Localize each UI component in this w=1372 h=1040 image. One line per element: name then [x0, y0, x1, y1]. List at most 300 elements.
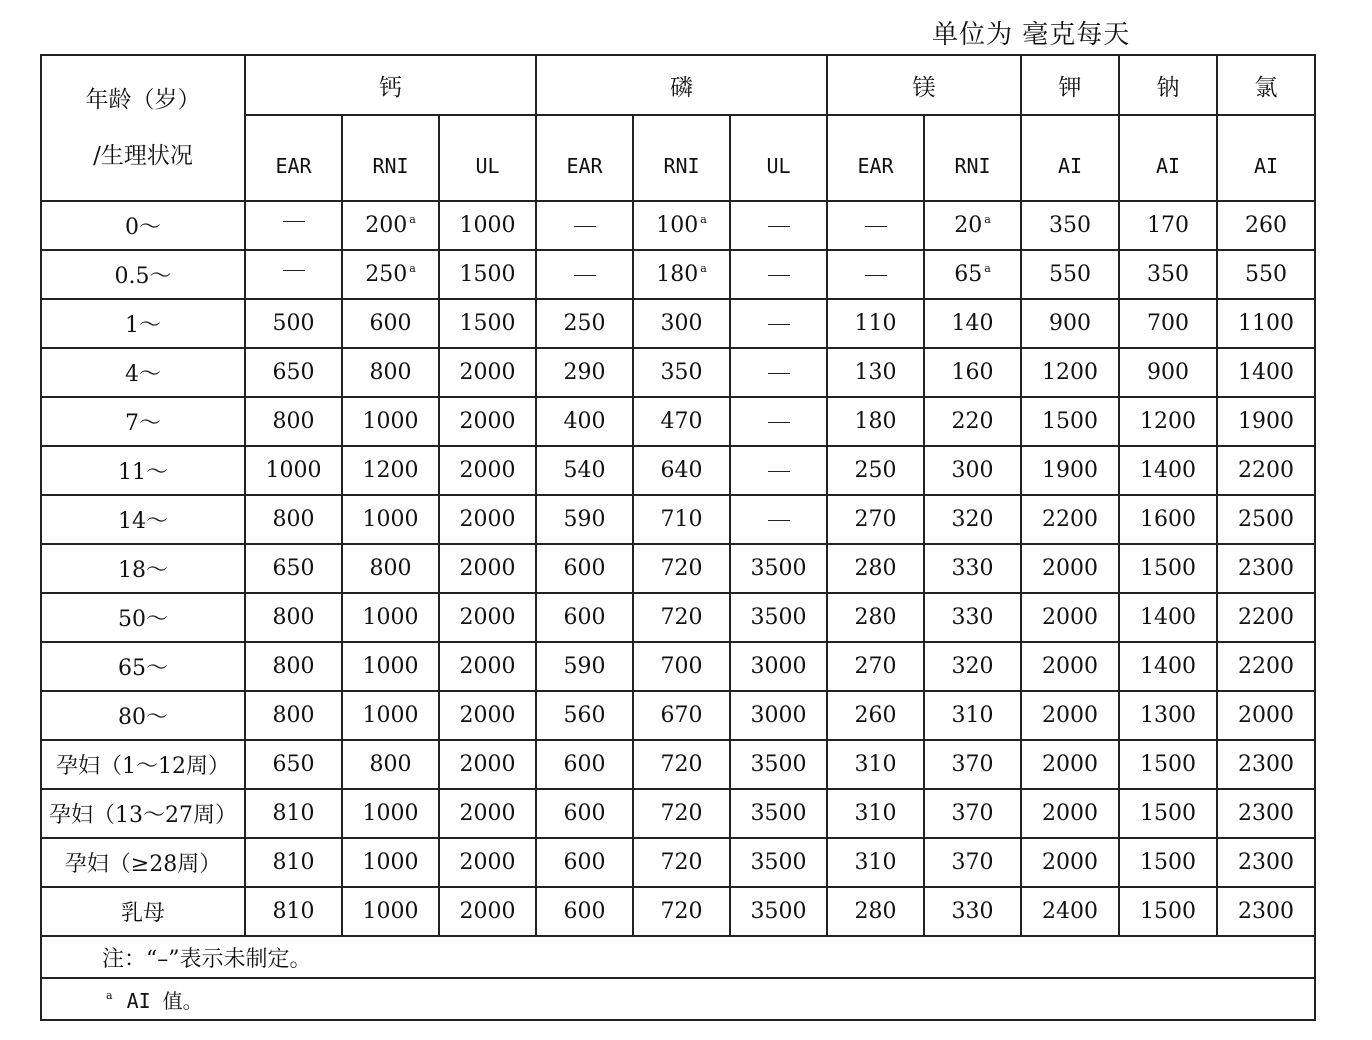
value-cell — [439, 544, 536, 593]
cell-value: 270 — [854, 507, 897, 532]
value-cell — [633, 250, 730, 299]
age-cell: 孕妇（1～12周） — [41, 740, 245, 789]
value-cell — [1217, 250, 1315, 299]
cell-value: 370 — [951, 850, 994, 875]
table-row — [41, 495, 1315, 544]
value-cell — [1217, 740, 1315, 789]
cell-value: 1500 — [1140, 801, 1197, 826]
value-cell — [439, 397, 536, 446]
value-cell — [730, 838, 827, 887]
value-cell — [1119, 250, 1217, 299]
age-cell: 11～ — [41, 446, 245, 495]
cell-value: 810 — [272, 899, 315, 924]
cell-value: 1000 — [265, 458, 322, 483]
not-set-cell — [730, 299, 827, 348]
value-cell — [342, 789, 439, 838]
note-ai-mark: a — [106, 988, 113, 1002]
cell-value: 1400 — [1140, 654, 1197, 679]
subcol-header: UL — [439, 115, 536, 201]
cell-value: 590 — [563, 507, 606, 532]
value-cell — [827, 299, 924, 348]
note-ai-value — [41, 978, 1315, 1020]
value-cell — [1217, 201, 1315, 250]
value-cell — [536, 397, 633, 446]
table-row — [41, 593, 1315, 642]
value-cell — [536, 299, 633, 348]
table-row — [41, 446, 1315, 495]
cell-value: 600 — [563, 556, 606, 581]
value-cell — [924, 789, 1021, 838]
cell-value: 1400 — [1140, 458, 1197, 483]
note-undefined: 注：“–”表示未制定。 — [41, 936, 1315, 978]
age-cell: 80～ — [41, 691, 245, 740]
value-cell — [827, 397, 924, 446]
table-row — [41, 397, 1315, 446]
cell-value: 650 — [272, 752, 315, 777]
cell-value: 1500 — [1140, 899, 1197, 924]
cell-value: 560 — [563, 703, 606, 728]
value-cell — [536, 348, 633, 397]
cell-value: 700 — [1147, 311, 1190, 336]
cell-value: 600 — [369, 311, 412, 336]
cell-value: 720 — [660, 556, 703, 581]
value-cell — [342, 691, 439, 740]
value-cell — [342, 642, 439, 691]
value-cell — [1217, 495, 1315, 544]
cell-value: 310 — [854, 801, 897, 826]
cell-value: 1200 — [1140, 409, 1197, 434]
cell-value: 310 — [854, 752, 897, 777]
value-cell — [439, 446, 536, 495]
value-cell — [924, 642, 1021, 691]
value-cell — [245, 446, 342, 495]
value-cell — [439, 299, 536, 348]
table-row — [41, 201, 1315, 250]
value-cell — [924, 250, 1021, 299]
header-row-groups — [41, 55, 1315, 115]
age-cell: 18～ — [41, 544, 245, 593]
cell-value: 800 — [369, 556, 412, 581]
cell-value: 2300 — [1238, 850, 1295, 875]
table-body — [41, 201, 1315, 936]
value-cell — [342, 250, 439, 299]
value-cell — [1119, 740, 1217, 789]
value-cell — [730, 740, 827, 789]
cell-value: 300 — [951, 458, 994, 483]
cell-value: 300 — [660, 311, 703, 336]
age-cell: 14～ — [41, 495, 245, 544]
ai-footnote-mark: a — [984, 262, 991, 275]
cell-value: 2300 — [1238, 752, 1295, 777]
cell-value: 2000 — [459, 752, 516, 777]
table-row — [41, 642, 1315, 691]
age-cell: 50～ — [41, 593, 245, 642]
cell-value: 1000 — [362, 409, 419, 434]
value-cell — [536, 691, 633, 740]
subcol-header: RNI — [633, 115, 730, 201]
value-cell — [827, 740, 924, 789]
cell-value: 2000 — [1042, 850, 1099, 875]
value-cell — [536, 446, 633, 495]
cell-value: 180 — [854, 409, 897, 434]
value-cell — [439, 250, 536, 299]
cell-value: 1000 — [362, 605, 419, 630]
unit-label: 单位为 毫克每天 — [932, 20, 1131, 50]
value-cell — [924, 397, 1021, 446]
value-cell — [827, 446, 924, 495]
cell-value: 540 — [563, 458, 606, 483]
cell-value: 280 — [854, 556, 897, 581]
cell-value: 810 — [272, 850, 315, 875]
cell-value: 160 — [951, 360, 994, 385]
value-cell — [633, 642, 730, 691]
cell-value: 250 — [854, 458, 897, 483]
nutrient-intake-table — [40, 54, 1316, 1021]
value-cell — [342, 446, 439, 495]
cell-value: 800 — [272, 605, 315, 630]
value-cell — [342, 348, 439, 397]
dash-mark — [574, 226, 596, 227]
value-cell — [633, 887, 730, 936]
value-cell — [730, 544, 827, 593]
value-cell — [536, 887, 633, 936]
age-cell: 0.5～ — [41, 250, 245, 299]
value-cell — [1217, 544, 1315, 593]
value-cell — [1217, 348, 1315, 397]
cell-value: 1000 — [362, 703, 419, 728]
cell-value: 600 — [563, 850, 606, 875]
not-set-cell — [730, 201, 827, 250]
subcol-header: RNI — [342, 115, 439, 201]
value-cell — [730, 691, 827, 740]
age-cell: 65～ — [41, 642, 245, 691]
value-cell — [342, 887, 439, 936]
value-cell — [536, 593, 633, 642]
cell-value: 2000 — [1042, 703, 1099, 728]
cell-value: 720 — [660, 752, 703, 777]
cell-value: 260 — [854, 703, 897, 728]
cell-value: 140 — [951, 311, 994, 336]
subcol-header: AI — [1119, 115, 1217, 201]
value-cell — [342, 544, 439, 593]
not-set-cell — [536, 250, 633, 299]
cell-value: 330 — [951, 899, 994, 924]
value-cell — [1119, 446, 1217, 495]
value-cell — [827, 495, 924, 544]
table-row — [41, 740, 1315, 789]
not-set-cell — [730, 250, 827, 299]
value-cell — [730, 642, 827, 691]
cell-value: 2000 — [459, 360, 516, 385]
cell-value: 720 — [660, 899, 703, 924]
value-cell — [245, 740, 342, 789]
cell-value: 1500 — [1140, 556, 1197, 581]
cell-value: 2000 — [459, 801, 516, 826]
value-cell — [439, 201, 536, 250]
age-header-line1: 年龄（岁） — [85, 87, 201, 113]
cell-value: 180 — [656, 262, 699, 287]
cell-value: 1600 — [1140, 507, 1197, 532]
ai-footnote-mark: a — [700, 213, 707, 226]
cell-value: 1000 — [362, 507, 419, 532]
cell-value: 640 — [660, 458, 703, 483]
cell-value: 2000 — [1238, 703, 1295, 728]
value-cell — [1021, 740, 1119, 789]
value-cell — [439, 593, 536, 642]
cell-value: 3500 — [750, 899, 807, 924]
subcol-header: EAR — [536, 115, 633, 201]
cell-value: 2000 — [459, 703, 516, 728]
not-set-cell — [245, 201, 342, 250]
cell-value: 1500 — [1042, 409, 1099, 434]
cell-value: 800 — [369, 360, 412, 385]
cell-value: 800 — [272, 409, 315, 434]
value-cell — [1021, 446, 1119, 495]
age-cell: 1～ — [41, 299, 245, 348]
value-cell — [633, 299, 730, 348]
ai-footnote-mark: a — [984, 213, 991, 226]
cell-value: 280 — [854, 899, 897, 924]
cell-value: 720 — [660, 801, 703, 826]
cell-value: 470 — [660, 409, 703, 434]
table-row — [41, 789, 1315, 838]
value-cell — [924, 838, 1021, 887]
value-cell — [730, 887, 827, 936]
not-set-cell — [730, 495, 827, 544]
cell-value: 370 — [951, 801, 994, 826]
cell-value: 220 — [951, 409, 994, 434]
cell-value: 3500 — [750, 850, 807, 875]
value-cell — [245, 691, 342, 740]
value-cell — [1021, 348, 1119, 397]
value-cell — [633, 691, 730, 740]
value-cell — [1021, 201, 1119, 250]
value-cell — [536, 495, 633, 544]
group-header-potassium: 钾 — [1021, 55, 1119, 115]
cell-value: 3500 — [750, 801, 807, 826]
dash-mark — [768, 275, 790, 276]
value-cell — [633, 201, 730, 250]
cell-value: 2000 — [459, 409, 516, 434]
value-cell — [730, 789, 827, 838]
cell-value: 2000 — [459, 458, 516, 483]
value-cell — [633, 446, 730, 495]
cell-value: 1500 — [459, 262, 516, 287]
cell-value: 600 — [563, 752, 606, 777]
cell-value: 320 — [951, 507, 994, 532]
cell-value: 720 — [660, 605, 703, 630]
cell-value: 500 — [272, 311, 315, 336]
dash-mark — [768, 471, 790, 472]
value-cell — [1021, 544, 1119, 593]
cell-value: 650 — [272, 360, 315, 385]
cell-value: 2000 — [1042, 654, 1099, 679]
value-cell — [1217, 446, 1315, 495]
value-cell — [1021, 838, 1119, 887]
value-cell — [633, 495, 730, 544]
table-row — [41, 691, 1315, 740]
cell-value: 65 — [954, 262, 983, 287]
cell-value: 900 — [1147, 360, 1190, 385]
cell-value: 1000 — [362, 899, 419, 924]
value-cell — [1119, 691, 1217, 740]
value-cell — [1021, 250, 1119, 299]
note-ai-text: AI 值。 — [126, 988, 203, 1013]
dash-mark — [865, 275, 887, 276]
dash-mark — [768, 324, 790, 325]
group-header-phosphorus: 磷 — [536, 55, 827, 115]
value-cell — [342, 495, 439, 544]
cell-value: 3500 — [750, 605, 807, 630]
dash-mark — [283, 221, 305, 222]
value-cell — [245, 789, 342, 838]
value-cell — [439, 740, 536, 789]
cell-value: 170 — [1147, 213, 1190, 238]
value-cell — [245, 544, 342, 593]
cell-value: 3000 — [750, 703, 807, 728]
value-cell — [827, 691, 924, 740]
value-cell — [924, 299, 1021, 348]
cell-value: 2200 — [1238, 654, 1295, 679]
group-header-chlorine: 氯 — [1217, 55, 1315, 115]
subcol-header: RNI — [924, 115, 1021, 201]
cell-value: 1400 — [1140, 605, 1197, 630]
cell-value: 20 — [954, 213, 983, 238]
cell-value: 2000 — [459, 507, 516, 532]
cell-value: 2200 — [1238, 605, 1295, 630]
ai-footnote-mark: a — [409, 262, 416, 275]
cell-value: 720 — [660, 850, 703, 875]
value-cell — [1119, 789, 1217, 838]
cell-value: 2000 — [459, 605, 516, 630]
ai-footnote-mark: a — [409, 213, 416, 226]
cell-value: 2400 — [1042, 899, 1099, 924]
value-cell — [1217, 642, 1315, 691]
cell-value: 800 — [272, 703, 315, 728]
dash-mark — [768, 226, 790, 227]
value-cell — [827, 838, 924, 887]
value-cell — [245, 397, 342, 446]
value-cell — [245, 348, 342, 397]
dash-mark — [574, 275, 596, 276]
cell-value: 1900 — [1042, 458, 1099, 483]
value-cell — [245, 887, 342, 936]
cell-value: 600 — [563, 801, 606, 826]
cell-value: 110 — [854, 311, 897, 336]
cell-value: 1900 — [1238, 409, 1295, 434]
value-cell — [1217, 397, 1315, 446]
value-cell — [536, 642, 633, 691]
group-header-sodium: 钠 — [1119, 55, 1217, 115]
value-cell — [245, 593, 342, 642]
cell-value: 1000 — [362, 850, 419, 875]
dash-mark — [768, 373, 790, 374]
value-cell — [730, 593, 827, 642]
cell-value: 320 — [951, 654, 994, 679]
value-cell — [924, 495, 1021, 544]
cell-value: 2000 — [459, 654, 516, 679]
cell-value: 330 — [951, 556, 994, 581]
value-cell — [536, 789, 633, 838]
value-cell — [439, 348, 536, 397]
value-cell — [1021, 593, 1119, 642]
not-set-cell — [245, 250, 342, 299]
value-cell — [1217, 789, 1315, 838]
cell-value: 800 — [369, 752, 412, 777]
cell-value: 350 — [660, 360, 703, 385]
age-cell: 乳母 — [41, 887, 245, 936]
value-cell — [439, 642, 536, 691]
cell-value: 1200 — [362, 458, 419, 483]
table-row — [41, 348, 1315, 397]
cell-value: 670 — [660, 703, 703, 728]
value-cell — [1021, 789, 1119, 838]
cell-value: 130 — [854, 360, 897, 385]
value-cell — [536, 544, 633, 593]
subcol-header: UL — [730, 115, 827, 201]
value-cell — [1217, 593, 1315, 642]
table-row — [41, 299, 1315, 348]
cell-value: 3000 — [750, 654, 807, 679]
age-cell: 7～ — [41, 397, 245, 446]
table-row — [41, 887, 1315, 936]
value-cell — [924, 446, 1021, 495]
cell-value: 260 — [1245, 213, 1288, 238]
cell-value: 2500 — [1238, 507, 1295, 532]
cell-value: 800 — [272, 507, 315, 532]
value-cell — [439, 838, 536, 887]
not-set-cell — [827, 250, 924, 299]
not-set-cell — [827, 201, 924, 250]
cell-value: 1000 — [362, 654, 419, 679]
cell-value: 2000 — [459, 850, 516, 875]
value-cell — [342, 299, 439, 348]
group-header-magnesium: 镁 — [827, 55, 1021, 115]
cell-value: 370 — [951, 752, 994, 777]
cell-value: 290 — [563, 360, 606, 385]
cell-value: 2300 — [1238, 556, 1295, 581]
value-cell — [827, 593, 924, 642]
cell-value: 100 — [656, 213, 699, 238]
value-cell — [245, 642, 342, 691]
value-cell — [342, 201, 439, 250]
value-cell — [1021, 642, 1119, 691]
subcol-header: EAR — [827, 115, 924, 201]
cell-value: 600 — [563, 605, 606, 630]
cell-value: 200 — [365, 213, 408, 238]
cell-value: 810 — [272, 801, 315, 826]
value-cell — [924, 691, 1021, 740]
age-cell: 孕妇（≥28周） — [41, 838, 245, 887]
subcol-header: AI — [1217, 115, 1315, 201]
value-cell — [633, 593, 730, 642]
cell-value: 1200 — [1042, 360, 1099, 385]
value-cell — [1119, 887, 1217, 936]
table-row — [41, 544, 1315, 593]
value-cell — [439, 887, 536, 936]
cell-value: 330 — [951, 605, 994, 630]
value-cell — [827, 544, 924, 593]
cell-value: 350 — [1147, 262, 1190, 287]
value-cell — [439, 789, 536, 838]
value-cell — [245, 495, 342, 544]
dash-mark — [768, 520, 790, 521]
cell-value: 700 — [660, 654, 703, 679]
ai-footnote-mark: a — [700, 262, 707, 275]
age-cell: 孕妇（13～27周） — [41, 789, 245, 838]
value-cell — [245, 299, 342, 348]
cell-value: 550 — [1245, 262, 1288, 287]
